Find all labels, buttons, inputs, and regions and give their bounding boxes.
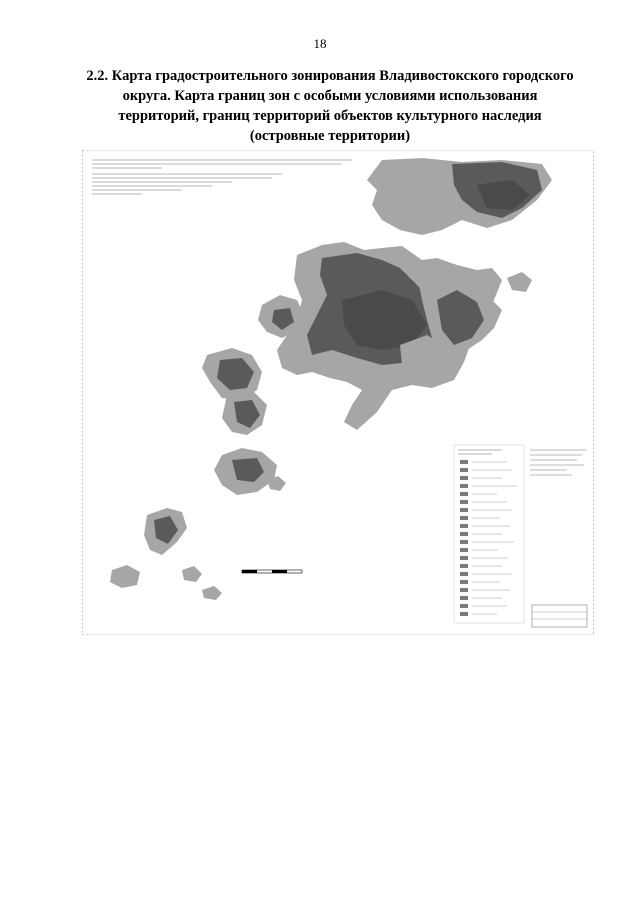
map-side-notes [530,450,587,475]
east-small-islet [507,272,532,292]
map-legend [454,445,524,623]
scale-bar [242,570,302,573]
map-header-notes [92,160,352,194]
popov-island [214,448,277,495]
map-title-stamp [532,605,587,627]
mainland-peninsula [367,158,552,235]
title-line-4: (островные территории) [249,128,411,144]
title-line-2: округа. Карта границ зон с особыми условиями использования [122,88,538,104]
title-line-3: территорий, границ территорий объектов культурного наследия [118,108,542,124]
page-number: 18 [313,36,327,51]
zoning-map [82,150,594,635]
island-chain-middle [202,348,267,435]
page-title [60,66,600,146]
lower-left-islands [110,476,286,600]
zoning-map-svg [82,150,594,635]
title-line-1: 2.2. Карта градостроительного зонирования Владивостокского городского [86,68,574,84]
